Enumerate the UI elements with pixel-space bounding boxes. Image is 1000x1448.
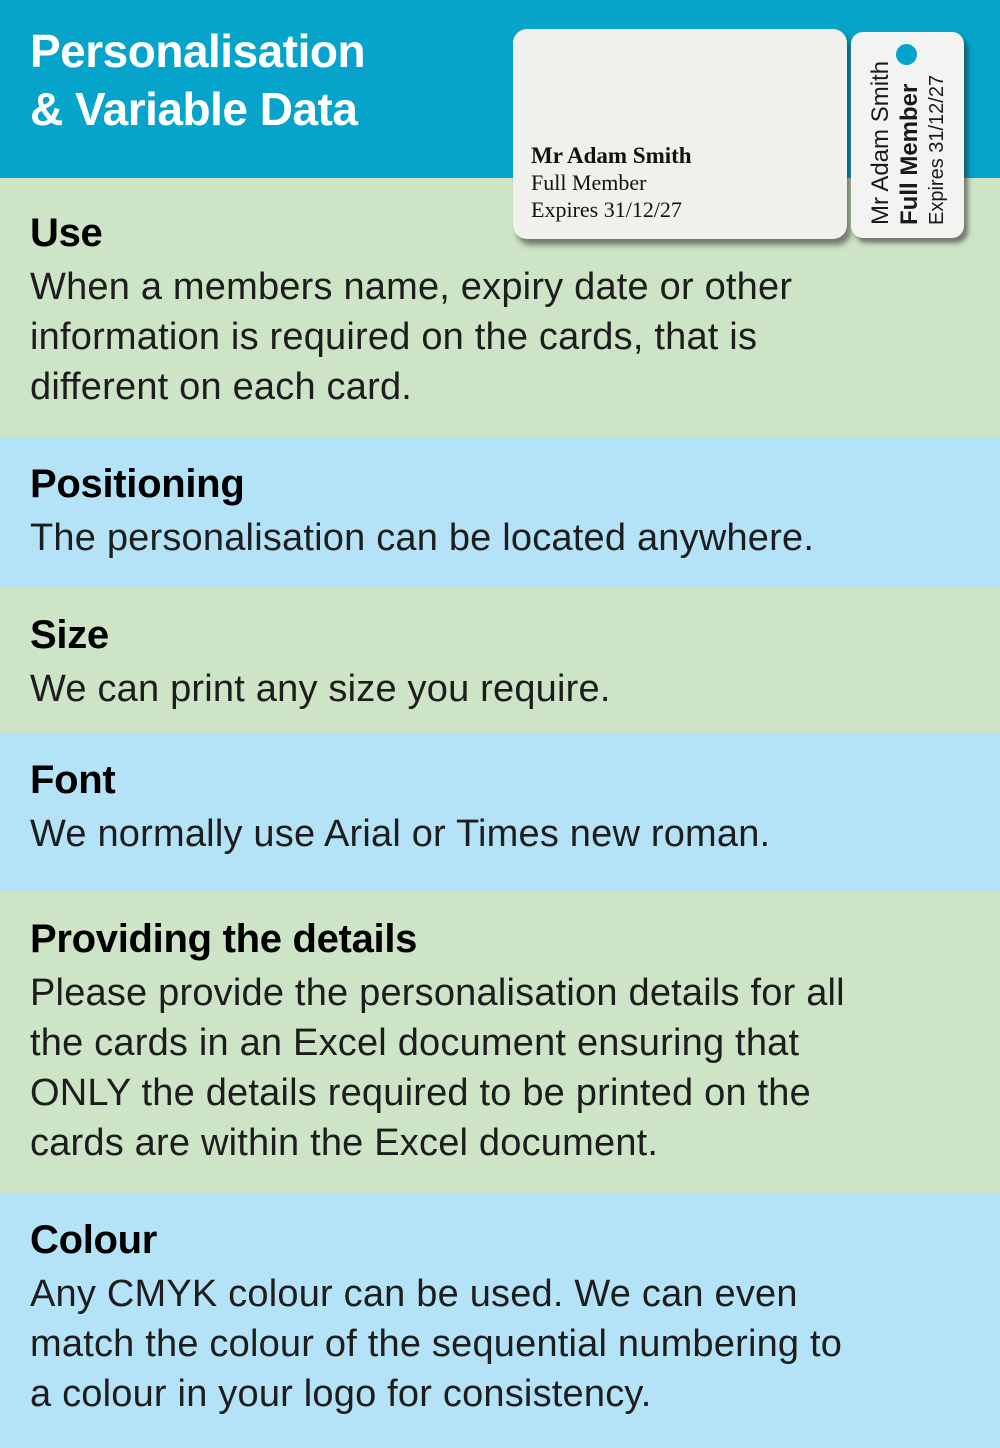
section-font-body-line: We normally use Arial or Times new roman. bbox=[30, 813, 771, 855]
key-tag-text bbox=[866, 61, 950, 226]
section-size-heading: Size bbox=[30, 613, 109, 657]
section-colour-body-line: match the colour of the sequential numbering to bbox=[30, 1323, 843, 1365]
tag-holder-name: Mr Adam Smith bbox=[866, 61, 894, 226]
section-font-heading: Font bbox=[30, 758, 116, 802]
section-colour-body-line: Any CMYK colour can be used. We can even bbox=[30, 1273, 798, 1315]
section-colour-body-line: a colour in your logo for consistency. bbox=[30, 1373, 652, 1415]
section-providing-details-body-line: ONLY the details required to be printed on the bbox=[30, 1072, 811, 1114]
section-providing-details bbox=[0, 892, 1000, 1193]
section-positioning bbox=[0, 437, 1000, 588]
tag-punch-hole-icon bbox=[896, 44, 917, 65]
section-positioning-body-line: The personalisation can be located anywhere. bbox=[30, 517, 815, 559]
section-providing-details-heading: Providing the details bbox=[30, 917, 418, 961]
section-use-body-line: When a members name, expiry date or other bbox=[30, 266, 793, 308]
tag-membership-type: Full Member bbox=[895, 84, 923, 226]
section-use-heading: Use bbox=[30, 211, 103, 255]
section-font bbox=[0, 733, 1000, 892]
section-use bbox=[0, 178, 1000, 437]
header-band bbox=[0, 0, 1000, 178]
page-title-line2: & Variable Data bbox=[30, 83, 358, 135]
section-providing-details-body-line: Please provide the personalisation details for all bbox=[30, 972, 845, 1014]
section-use-body-line: information is required on the cards, that is bbox=[30, 316, 758, 358]
section-size-body-line: We can print any size you require. bbox=[30, 668, 611, 710]
section-providing-details-body-line: the cards in an Excel document ensuring that bbox=[30, 1022, 800, 1064]
section-providing-details-body-line: cards are within the Excel document. bbox=[30, 1122, 659, 1164]
key-tag bbox=[851, 32, 964, 238]
section-positioning-heading: Positioning bbox=[30, 462, 245, 506]
card-membership-type: Full Member bbox=[531, 170, 647, 195]
section-size bbox=[0, 588, 1000, 733]
card-holder-name: Mr Adam Smith bbox=[531, 143, 692, 168]
membership-card bbox=[513, 29, 847, 239]
tag-expiry-date: Expires 31/12/27 bbox=[925, 75, 948, 226]
section-use-body-line: different on each card. bbox=[30, 366, 413, 408]
membership-card-text bbox=[531, 142, 692, 223]
section-colour-heading: Colour bbox=[30, 1218, 158, 1262]
section-colour bbox=[0, 1193, 1000, 1448]
page-title-line1: Personalisation bbox=[30, 25, 366, 77]
card-expiry-date: Expires 31/12/27 bbox=[531, 197, 682, 222]
